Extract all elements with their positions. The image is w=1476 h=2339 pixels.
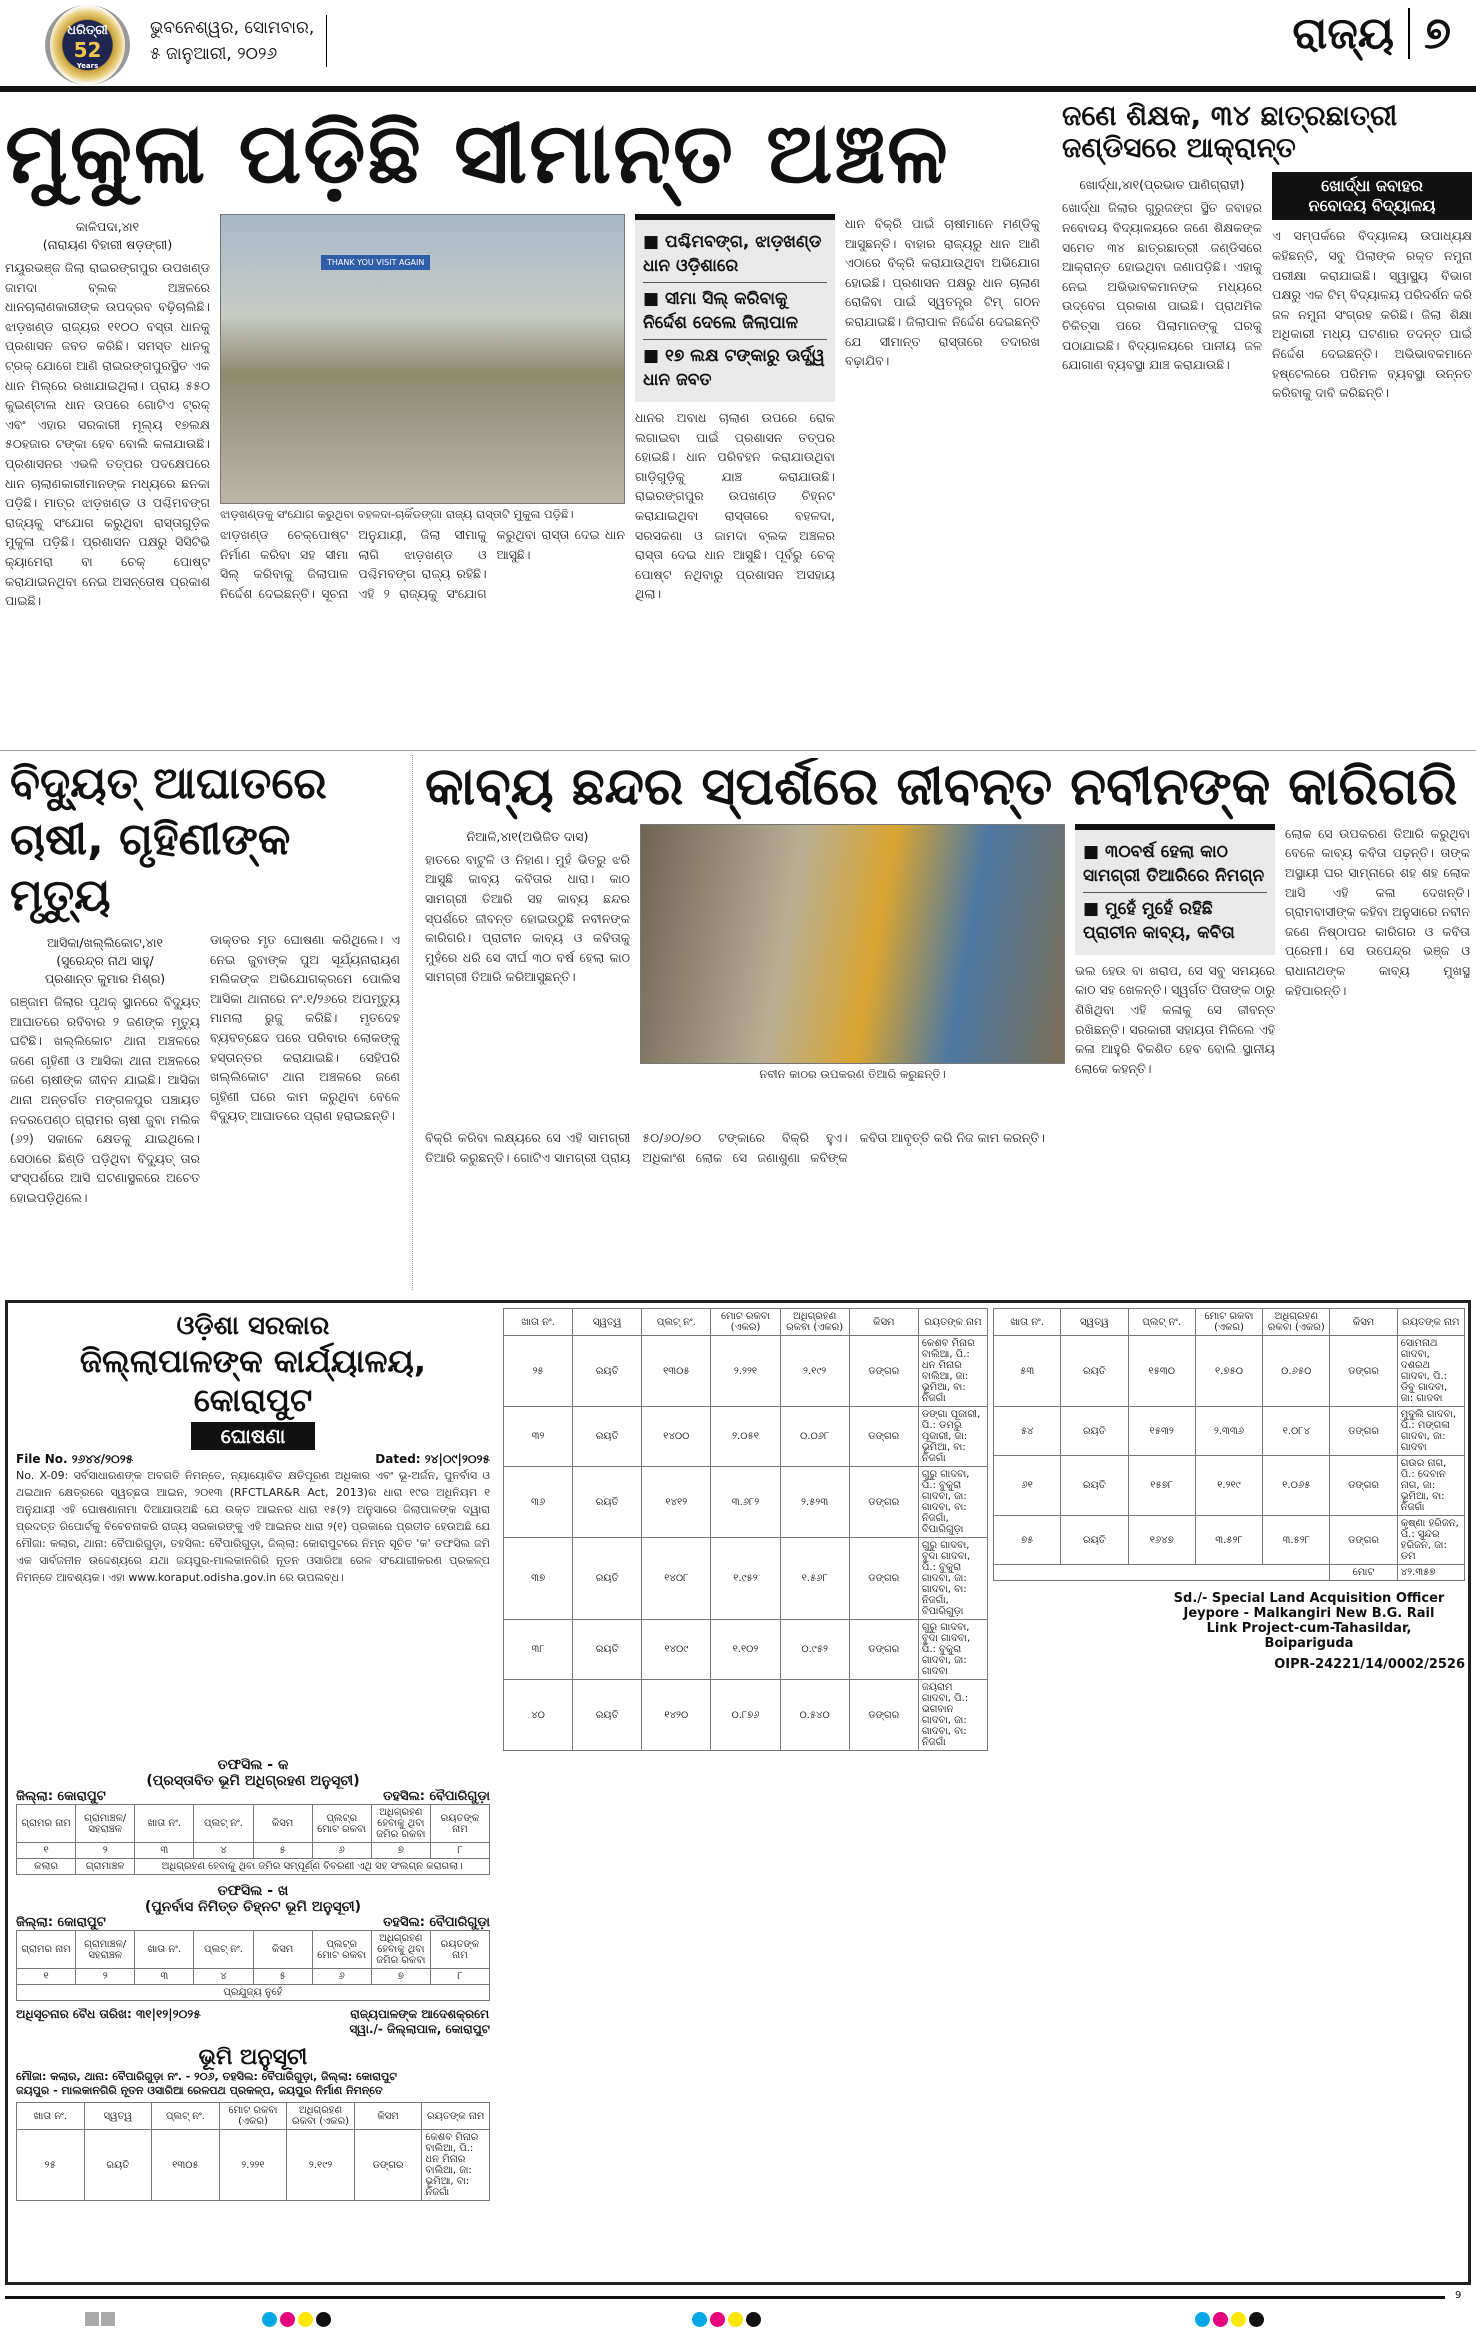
story3-headline: ବିଦ୍ୟୁତ୍ ଆଘାତରେ ଚାଷୀ, ଗୃହିଣୀଙ୍କ ମୃତ୍ୟୁ — [10, 758, 327, 921]
table-cell: ୦.୮୭୬ — [711, 1680, 780, 1751]
table-cell: ୨.୩୩୬ — [1195, 1407, 1262, 1456]
column-header: ରୟତଙ୍କ ନାମ — [1397, 1309, 1464, 1336]
table-cell: ଡଙ୍ଗର — [849, 1336, 918, 1407]
table-cell: ଡଙ୍ଗର — [1330, 1516, 1397, 1565]
story1-under-photo: ଝାଡ଼ଖଣ୍ଡ ଚେକ୍‌ପୋଷ୍ଟ ନିର୍ମାଣ କରିବା ସହ ସୀମା ସିଲ୍ କରିବାକୁ ଜିଲାପାଳ ନିର୍ଦ୍ଦେଶ ଦେଇଛନ୍ତି। ସୂଚନା ଅନୁଯାୟୀ, ଜିଲା ସୀମାକୁ ଲାଗି ଝାଡ଼ଖଣ୍ଡ ଓ ପଶ୍ଚିମବଙ୍ଗ ରାଜ୍ୟ ରହିଛି। ଏହି ୨ ରାଜ୍ୟକୁ ସଂଯୋଗ କରୁଥିବା ରାସ୍ତା ଦେଇ ଧାନ ଆସୁଛି। — [220, 527, 625, 601]
table-cell: ରୟତି — [573, 1336, 642, 1407]
column-header: ମୋଟ ରକବା (ଏକର) — [1195, 1309, 1262, 1336]
table-cell: ରୟତି — [573, 1407, 642, 1467]
column-header: ଗ୍ରାମାଞ୍ଚଳ/ ସହରାଞ୍ଚଳ — [76, 1805, 135, 1843]
column-header: ଅଧିଗ୍ରହଣ ହେବାକୁ ଥିବା ଜମିର ରକବା — [371, 1805, 430, 1843]
table-cell: ଗୁରୁ ଗାଦବା, ବୁଦା ଗାଦବା, ପି.: ବୁକୁରା ଗାଦବା, ଜା: ଗାଦବା, ବା: ନିଜଗାଁ, ବିପାରିଗୁଡ଼ା — [918, 1538, 987, 1620]
photo-caption: ନବୀନ କାଠର ଉପକରଣ ତିଆରି କରୁଛନ୍ତି। — [759, 1066, 946, 1081]
table-row — [994, 1456, 1465, 1516]
column-header: ଗ୍ରାମର ନାମ — [17, 1805, 76, 1843]
table-cell: ୧୪୨୦ — [642, 1680, 711, 1751]
column-number: ୧ — [17, 1843, 76, 1859]
column-header: ଅଧିଗ୍ରହଣ ରକବା (ଏକର) — [1263, 1309, 1330, 1336]
government-notice: ଓଡ଼ିଶା ସରକାର ଜିଲ୍ଲାପାଳଙ୍କ କାର୍ଯ୍ୟାଳୟ, କୋରାପୁଟ ଘୋଷଣା File No. ୨୬୪୪/୨୦୨୫ Dated: ୨୪|୦୯|୨୦୨୫ No. X-09: ସର୍ବସାଧାରଣଙ୍କ ଅବଗତି ନିମନ୍ତେ, ନ୍ୟାୟୋଚିତ କ୍ଷତିପୂରଣ ଅଧିକାର ଏବଂ ଭୂ-ଅର୍ଜନ, ପୁନର୍ବାସ ଓ ଥଇଥାନ କ୍ଷେତ୍ରରେ ସ୍ୱଚ୍ଛତା ଆଇନ, ୨୦୧୩ (RFCTLAR&R Act, 2013)ର ଧାରା ୧୯ର ଅଧିନିୟମ ୧ ଅନୁଯାୟୀ ଏହି ଘୋଷଣାନାମା ଦିଆଯାଉଅଛି ଯେ ଉକ୍ତ ଆଇନର ଧାରା ୧୫(୨) ଅନୁସାରେ ଜିଲାପାଳଙ୍କ ଦ୍ୱାରା ପ୍ରଦତ୍ତ ରିପୋର୍ଟକୁ ବିବେଚନାକରି ରାଜ୍ୟ ସରକାରଙ୍କୁ ଏହି ଆଇନର ଧାରା ୨(୧) ପ୍ରକାରେ ପ୍ରତୀତ ହେଉଅଛି ଯେ ମୌଜା: କଲାର, ଥାନା: ବୈପାରିଗୁଡ଼ା, ତହସିଲ: ବୈପାରିଗୁଡ଼ା, ଜିଲ୍ଲା: କୋରାପୁଟରେ ନିମ୍ନ ସୂଚିତ 'କ' ତଫସିଲ ଜମି ଏକ ସାର୍ବଜନୀନ ଉଦ୍ଦେଶ୍ୟରେ ଯଥା ଜୟପୁର-ମାଲକାନଗିରି ନୂତନ ଓସାରିଆ ରେଳ ସଂଯୋଗୀକରଣ ପ୍ରକଳ୍ପ ନିମନ୍ତେ ଆବଶ୍ୟକ। ଏହା www.koraput.odisha.gov.in ରେ ଉପଲବ୍ଧ। ତଫସିଲ - କ (ପ୍ରସ୍ତାବିତ ଭୂମି ଅଧିଗ୍ରହଣ ଅନୁସୂଚୀ) ଜିଲ୍ଲା: କୋରାପୁଟ ତହସିଲ: ବୈପାରିଗୁଡ଼ା ଗ୍ରାମର ନାମ ଗ୍ରାମାଞ୍ଚଳ/ ସହରାଞ୍ଚଳ ଖାତା ନଂ. ପ୍ଲଟ୍ ନଂ. କିସମ ପ୍ଲଟ୍‌ର ମୋଟ ରକବା ଅଧିଗ୍ରହଣ ହେବାକୁ ଥିବା ଜମିର ରକବା ରୟତଙ୍କ ନାମ ୧ ୨ ୩ ୪ ୫ ୬ ୭ ୮ କଲାର ଗ୍ରାମାଞ୍ଚଳ ଅଧିଗ୍ରହଣ ହେବାକୁ ଥିବା ଜମିର ସମ୍ପୂର୍ଣ୍ଣ ବିବରଣୀ ଏଥି ସହ ସଂଲଗ୍ନ କରାଗଲା। ତଫସିଲ - ଖ (ପୁନର୍ବାସ ନିମିତ୍ତ ଚିହ୍ନଟ ଭୂମି ଅନୁସୂଚୀ) ଜିଲ୍ଲା: କୋରାପୁଟ ତହସିଲ: ବୈପାରିଗୁଡ଼ା ଗ୍ରାମର ନାମ ଗ୍ରାମାଞ୍ଚଳ/ ସହରାଞ୍ଚଳ ଖାତା ନଂ. ପ୍ଲଟ୍ ନଂ. କିସମ ପ୍ଲଟ୍‌ର ମୋଟ ରକବା ଅଧିଗ୍ରହଣ ହେବାକୁ ଥିବା ଜମିର ରକବା ରୟତଙ୍କ ନାମ ୧ ୨ ୩ ୪ ୫ ୬ ୭ ୮ ପ୍ରଯୁଜ୍ୟ ନୁହେଁ ଅଧିସୂଚନାର ବୈଧ ତାରିଖ: ୩୧|୧୨|୨୦୨୫ ରାଜ୍ୟପାଳଙ୍କ ଆଦେଶକ୍ରମେ ସ୍ୱା./- ଜିଲ୍ଲାପାଳ, କୋରାପୁଟ ଭୂମି ଅନୁସୂଚୀ ମୌଜା: କଲାର, ଥାନା: ବୈପାରିଗୁଡ଼ା ନଂ. - ୨୦୬, ତହସିଲ: ବୈପାରିଗୁଡ଼ା, ଜିଲ୍ଲା: କୋରାପୁଟ ଜୟପୁର - ମାଲକାନଗିରି ନୂତନ ଓସାରିଆ ରେଳପଥ ପ୍ରକଳ୍ପ, ଜୟପୁର ନିର୍ମାଣ ନିମନ୍ତେ ଖାତା ନଂ. ସ୍ୱତ୍ୱ ପ୍ଲଟ୍ ନଂ. ମୋଟ ରକବା (ଏକର) ଅଧିଗ୍ରହଣ ରକବା (ଏକର) କିସମ ରୟତଙ୍କ ନାମ ୨୫ ରୟତି ୧୩୦୫ ୨.୨୨୧ ୨.୧୯୨ ଡଙ୍ଗର କେଶବ ମିନାର ବାଲିଆ, ପି.: ଧନ ମିନାର ବାଲିଆ, ଜା: ଭୂମିଆ, ବା: ନିଜଗାଁ ଖାତା ନଂ. ସ୍ୱତ୍ୱ ପ୍ଲଟ୍ ନଂ. ମୋଟ ରକବା (ଏକର) ଅଧିଗ୍ରହଣ ରକବା (ଏକର) କିସମ ରୟତଙ୍କ ନାମ ୨୫ ରୟତି ୧୩୦୫ ୨.୨୨୧ ୨.୧୯୨ ଡଙ୍ଗର କେଶବ ମିନାର ବାଲିଆ, ପି.: ଧନ ମିନାର ବାଲିଆ, ଜା: ଭୂମିଆ, ବା: ନିଜଗାଁ ୩୨ ରୟତି ୧୪୦୦ ୨.୦୫୧ ୦.୦୬୮ ଡଙ୍ଗର ଡଙ୍ଗା ପୂଜାରୀ, ପି.: ଡମରୁ ପୂଜାରୀ, ଜା: ଭୂମିଆ, ବା: ନିଜଗାଁ ୩୬ ରୟତି ୧୪୧୨ ୩.୬୮୨ ୨.୫୨୩ ଡଙ୍ଗର ଗୁରୁ ଗାଦବା, ପି.: ବୁକୁରା ଗାଦବା, ଜା: ଗାଦବା, ବା: ନିଜଗାଁ, ବିପାରିଗୁଡ଼ା ୩୭ ରୟତି ୧୪୦୮ ୧.୯୫୨ ୧.୫୬୮ ଡଙ୍ଗର ଗୁରୁ ଗାଦବା, ବୁଦା ଗାଦବା, ପି.: ବୁକୁରା ଗାଦବା, ଜା: ଗାଦବା, ବା: ନିଜଗାଁ, ବିପାରିଗୁଡ଼ା ୩୮ ରୟତି ୧୪୦୯ ୧.୧୦୨ ୦.୯୫୨ ଡଙ୍ଗର ଗୁରୁ ଗାଦବା, ବୁଦା ଗାଦବା, ପି.: ବୁକୁରା ଗାଦବା, ଜା: ଗାଦବା ୪୦ ରୟତି ୧୪୨୦ ୦.୮୭୬ ୦.୫୪୦ ଡଙ୍ଗର ଜୟରାମ ଗାଦବା, ପି.: ଭଗବାନ ଗାଦବା, ଜା: ଗାଦବା, ବା: ନିଜଗାଁ ଖାତା ନଂ. ସ୍ୱତ୍ୱ ପ୍ଲଟ୍ ନଂ. ମୋଟ ରକବା (ଏକର) ଅଧିଗ୍ରହଣ ରକବା (ଏକର) କିସମ ରୟତଙ୍କ ନାମ ୫୩ ରୟତି ୧୫୩୦ ୧.୭୫୦ ୦.୬୫୦ ଡଙ୍ଗର ସୋମନାଥ ଗାଦବା, ଦଶରଥ ଗାଦବା, ପି.: ଡିବୁ ଗାଦବା, ଜା: ଗାଦବା ୫୪ ରୟତି ୧୫୩୨ ୨.୩୩୬ ୧.୦୮୪ ଡଙ୍ଗର ମୁଦୁଲି ଗାଦବା, ପି.: ମଙ୍ଗଳା ଗାଦବା, ଜା: ଗାଦବା ୬୧ ରୟତି ୧୫୭୮ ୧.୨୧୯ ୧.୦୬୫ ଡଙ୍ଗର ଗଉର ନାଗ, ପି.: ଦେବାନ ନାଗ, ଜା: ଭୂମିଆ, ବା: ନିଜଗାଁ ୭୫ ରୟତି ୧୬୪୭ ୩.୫୨୮ ୩.୫୨୮ ଡଙ୍ଗର କୃଷ୍ଣା ହରିଜନ, ପି.: ସୁନ୍ଦର ହରିଜନ, ଜା: ଡମ ମୋଟ ୪୨.୩୫୭ Sd./- Special Land Acquisition Officer Jeypore - Malkangiri New B.G. Rail Link Project-cum-Tahasildar, Boipariguda OIPR-24221/14/0002/2526 — [5, 1300, 1471, 2285]
main-headline: ମୁକୁଳା ପଡ଼ିଛି ସୀମାନ୍ତ ଅଞ୍ଚଳ — [5, 104, 950, 202]
table-cell: ୨୫ — [504, 1336, 573, 1407]
table-cell: ୧୪୧୨ — [642, 1467, 711, 1538]
story1-dateline: କାଳିପଦା,୪ା୧ (ନାରାୟଣ ବିହାରୀ ଷଡ଼ଙ୍ଗୀ) — [42, 219, 173, 252]
table-cell: ରୟତି — [1061, 1336, 1128, 1407]
table-cell: ୭୫ — [994, 1516, 1061, 1565]
column-header: ପ୍ଲଟ୍ ନଂ. — [194, 1931, 253, 1969]
footer-rule — [5, 2296, 1445, 2299]
column-header: ପ୍ଲଟ୍ ନଂ. — [152, 2103, 220, 2130]
column-header: ଗ୍ରାମର ନାମ — [17, 1931, 76, 1969]
table-cell: ଜୟରାମ ଗାଦବା, ପି.: ଭଗବାନ ଗାଦବା, ଜା: ଗାଦବା, ବା: ନିଜଗାଁ — [918, 1680, 987, 1751]
story1-col4: ଧାନ ବିକ୍ରି ପାଇଁ ଚାଷୀମାନେ ମଣ୍ଡିକୁ ଆସୁଛନ୍ତି। ବାହାର ରାଜ୍ୟରୁ ଧାନ ଆଣି ଏଠାରେ ବିକ୍ରି କରାଯାଉଥିବା ଅଭିଯୋଗ ହୋଇଛି। ପ୍ରଶାସନ ପକ୍ଷରୁ ଧାନ ଚାଲାଣ ରୋକିବା ପାଇଁ ସ୍ୱତନ୍ତ୍ର ଟିମ୍ ଗଠନ କରାଯାଇଛି। ଜିଲାପାଳ ନିର୍ଦ୍ଦେଶ ଦେଇଛନ୍ତି ଯେ ସୀମାନ୍ତ ରାସ୍ତାରେ ତଦାରଖ ବଢ଼ାଯିବ। — [845, 216, 1040, 369]
column-header: ଖାତା ନଂ. — [504, 1309, 573, 1336]
table-cell: କୃଷ୍ଣା ହରିଜନ, ପି.: ସୁନ୍ଦର ହରିଜନ, ଜା: ଡମ — [1397, 1516, 1464, 1565]
table-cell: ୩୭ — [504, 1538, 573, 1620]
table-cell: ୧୪୦୯ — [642, 1620, 711, 1680]
land-table-left — [16, 2102, 490, 2201]
table-cell: କେଶବ ମିନାର ବାଲିଆ, ପି.: ଧନ ମିନାର ବାଲିଆ, ଜା: ଭୂମିଆ, ବା: ନିଜଗାଁ — [422, 2130, 490, 2201]
story2-dateline: ଖୋର୍ଦ୍ଧା,୪ା୧(ପ୍ରଭାତ ପାଣିଗ୍ରାହୀ) — [1079, 177, 1245, 193]
page-mark: 9 — [1455, 2290, 1462, 2301]
column-header: କିସମ — [253, 1931, 312, 1969]
column-header: ସ୍ୱତ୍ୱ — [573, 1309, 642, 1336]
story2-headline: ଜଣେ ଶିକ୍ଷକ, ୩୪ ଛାତ୍ରଛାତ୍ରୀ ଜଣ୍ଡିସରେ ଆକ୍ରାନ୍ତ — [1062, 100, 1398, 165]
cmyk-dots — [1195, 2312, 1267, 2327]
table-cell: ୩୮ — [504, 1620, 573, 1680]
story1 — [5, 98, 1050, 746]
table-cell: ୧.୨୧୯ — [1195, 1456, 1262, 1516]
column-number: ୮ — [430, 1843, 489, 1859]
cmyk-dots — [692, 2312, 764, 2327]
table-cell: ୧୫୩୦ — [1128, 1336, 1195, 1407]
story3-col1: ଗଞ୍ଜାମ ଜିଲାର ପୃଥକ୍ ସ୍ଥାନରେ ବିଦ୍ୟୁତ୍ ଆଘାତରେ ରବିବାର ୨ ଜଣଙ୍କ ମୃତ୍ୟୁ ଘଟିଛି। ଖଲ୍ଲିକୋଟ ଥାନା ଅଞ୍ଚଳରେ ଜଣେ ଗୃହିଣୀ ଓ ଆସିକା ଥାନା ଅଞ୍ଚଳରେ ଜଣେ ଚାଷୀଙ୍କ ଜୀବନ ଯାଇଛି। ଆସିକା ଥାନା ଅନ୍ତର୍ଗତ ମଙ୍ଗଳପୁର ପଞ୍ଚାୟତ ନଦରପେଣ୍ଠ ଗ୍ରାମର ଚାଷୀ ଜୁବା ମଲିକ (୬୨) ସକାଳେ କ୍ଷେତକୁ ଯାଇଥିଲେ। ସେଠାରେ ଛିଣ୍ଡି ପଡ଼ିଥିବା ବିଦ୍ୟୁତ୍ ତାର ସଂସ୍ପର୍ଶରେ ଆସି ଘଟଣାସ୍ଥଳରେ ଅଚେତ ହୋଇପଡ଼ିଥିଲେ। — [10, 994, 200, 1205]
table-cell: ୩୬ — [504, 1467, 573, 1538]
column-header: ଅଧିଗ୍ରହଣ ରକବା (ଏକର) — [287, 2103, 355, 2130]
table-cell: ୦.୦୬୮ — [780, 1407, 849, 1467]
table-cell: ଡଙ୍ଗର — [354, 2130, 422, 2201]
photo-caption: ଝାଡ଼ଖଣ୍ଡକୁ ସଂଯୋଗ କରୁଥିବା ବହଳଦା-ଚାକିଁଡଙ୍ଗା ରାଜ୍ୟ ରାସ୍ତାଟି ମୁକୁଳା ପଡ଼ିଛି। — [220, 507, 574, 521]
land-table-right: ଖାତା ନଂ. ସ୍ୱତ୍ୱ ପ୍ଲଟ୍ ନଂ. ମୋଟ ରକବା (ଏକର) ଅଧିଗ୍ରହଣ ରକବା (ଏକର) କିସମ ରୟତଙ୍କ ନାମ ୫୩ ରୟତି ୧୫୩୦ ୧.୭୫୦ ୦.୬୫୦ ଡଙ୍ଗର ସୋମନାଥ ଗାଦବା, ଦଶରଥ ଗାଦବା, ପି.: ଡିବୁ ଗାଦବା, ଜା: ଗାଦବା ୫୪ ରୟତି ୧୫୩୨ ୨.୩୩୬ ୧.୦୮୪ ଡଙ୍ଗର ମୁଦୁଲି ଗାଦବା, ପି.: ମଙ୍ଗଳା ଗାଦବା, ଜା: ଗାଦବା ୬୧ ରୟତି ୧୫୭୮ ୧.୨୧୯ ୧.୦୬୫ ଡଙ୍ଗର ଗଉର ନାଗ, ପି.: ଦେବାନ ନାଗ, ଜା: ଭୂମିଆ, ବା: ନିଜଗାଁ ୭୫ ରୟତି ୧୬୪୭ ୩.୫୨୮ ୩.୫୨୮ ଡଙ୍ଗର କୃଷ୍ଣା ହରିଜନ, ପି.: ସୁନ୍ଦର ହରିଜନ, ଜା: ଡମ ମୋଟ ୪୨.୩୫୭ — [993, 1308, 1465, 1581]
table-cell: ୩.୫୨୮ — [1263, 1516, 1330, 1565]
column-number: ୧ — [17, 1969, 76, 1985]
table-cell: ୨.୨୨୧ — [711, 1336, 780, 1407]
story4 — [425, 758, 1473, 1288]
table-cell: ଡଙ୍ଗର — [1330, 1407, 1397, 1456]
story3-dateline: ଆସିକା/ଖଲ୍ଲିକୋଟ,୪ା୧ (ସୁରେନ୍ଦ୍ର ନାଥ ସାହୁ/ ପ୍ରଶାନ୍ତ କୁମାର ମିଶ୍ର) — [44, 935, 166, 986]
story4-headline: କାବ୍ୟ ଛନ୍ଦର ସ୍ପର୍ଶରେ ଜୀବନ୍ତ ନବୀନଙ୍କ କାରିଗରି — [425, 758, 1458, 817]
cmyk-dots — [262, 2312, 334, 2327]
table-cell: ଡଙ୍ଗର — [1330, 1336, 1397, 1407]
column-number: ୫ — [253, 1843, 312, 1859]
border-road-photo — [220, 214, 625, 504]
oipr-number: OIPR-24221/14/0002/2526 — [1274, 1657, 1465, 1672]
registration-marks — [85, 2312, 117, 2326]
table-cell: ମୁଦୁଲି ଗାଦବା, ପି.: ମଙ୍ଗଳା ଗାଦବା, ଜା: ଗାଦବା — [1397, 1407, 1464, 1456]
column-number: ୪ — [194, 1969, 253, 1985]
table-cell: ୩.୫୨୮ — [1195, 1516, 1262, 1565]
column-header: ପ୍ଲଟ୍ ନଂ. — [642, 1309, 711, 1336]
column-header: କିସମ — [253, 1805, 312, 1843]
column-header: ମୋଟ ରକବା (ଏକର) — [711, 1309, 780, 1336]
dateline: ଭୁବନେଶ୍ୱର, ସୋମବାର, ୫ ଜାନୁଆରୀ, ୨୦୨୬ — [150, 15, 327, 67]
total-area: ୪୨.୩୫୭ — [1397, 1565, 1464, 1581]
schedule-a-table: ଗ୍ରାମର ନାମ ଗ୍ରାମାଞ୍ଚଳ/ ସହରାଞ୍ଚଳ ଖାତା ନଂ. ପ୍ଲଟ୍ ନଂ. କିସମ ପ୍ଲଟ୍‌ର ମୋଟ ରକବା ଅଧିଗ୍ରହଣ ହେବାକୁ ଥିବା ଜମିର ରକବା ରୟତଙ୍କ ନାମ ୧ ୨ ୩ ୪ ୫ ୬ ୭ ୮ କଲାର ଗ୍ରାମାଞ୍ଚଳ ଅଧିଗ୍ରହଣ ହେବାକୁ ଥିବା ଜମିର ସମ୍ପୂର୍ଣ୍ଣ ବିବରଣୀ ଏଥି ସହ ସଂଲଗ୍ନ କରାଗଲା। — [16, 1804, 490, 1875]
column-header: ପ୍ଲଟ୍‌ର ମୋଟ ରକବା — [312, 1931, 371, 1969]
table-cell: ଡଙ୍ଗର — [1330, 1456, 1397, 1516]
column-number: ୮ — [430, 1969, 489, 1985]
column-header: ରୟତଙ୍କ ନାମ — [918, 1309, 987, 1336]
table-cell: ୩.୬୮୨ — [711, 1467, 780, 1538]
table-cell: ରୟତି — [573, 1538, 642, 1620]
column-number: ୭ — [371, 1969, 430, 1985]
table-cell: ଗୁରୁ ଗାଦବା, ବୁଦା ଗାଦବା, ପି.: ବୁକୁରା ଗାଦବା, ଜା: ଗାଦବା — [918, 1620, 987, 1680]
story1-highlights: ■ ପଶ୍ଚିମବଙ୍ଗ, ଝାଡ଼ଖଣ୍ଡ ଧାନ ଓଡ଼ିଶାରେ ■ ସୀମା ସିଲ୍ କରିବାକୁ ନିର୍ଦ୍ଦେଶ ଦେଲେ ଜିଲାପାଳ ■ ୧୭ ଲକ୍ଷ ଟଙ୍କାରୁ ଊର୍ଦ୍ଧ୍ୱ ଧାନ ଜବତ — [635, 214, 835, 402]
table-cell: ୧୬୪୭ — [1128, 1516, 1195, 1565]
column-header: ରୟତଙ୍କ ନାମ — [430, 1805, 489, 1843]
table-cell: ୬୧ — [994, 1456, 1061, 1516]
table-cell: ୧୫୭୮ — [1128, 1456, 1195, 1516]
table-row — [504, 1538, 988, 1620]
table-cell: ୧.୦୬୫ — [1263, 1456, 1330, 1516]
table-cell: ସୋମନାଥ ଗାଦବା, ଦଶରଥ ଗାଦବା, ପି.: ଡିବୁ ଗାଦବା, ଜା: ଗାଦବା — [1397, 1336, 1464, 1407]
officer-signature: Sd./- Special Land Acquisition Officer Jeypore - Malkangiri New B.G. Rail Link Project-cum-Tahasildar, Boipariguda — [1173, 1591, 1445, 1651]
table-cell: ଡଙ୍ଗର — [849, 1538, 918, 1620]
table-cell: ୨.୨୨୧ — [219, 2130, 287, 2201]
table-cell: ୧.୦୮୪ — [1263, 1407, 1330, 1456]
column-header: ସ୍ୱତ୍ୱ — [1061, 1309, 1128, 1336]
table-cell: ଡଙ୍ଗର — [849, 1680, 918, 1751]
column-number: ୨ — [76, 1843, 135, 1859]
story2-col1: ଖୋର୍ଦ୍ଧା ଜିଲାର ଗୁରୁଜଙ୍ଗ ସ୍ଥିତ ଜବାହର ନବୋଦୟ ବିଦ୍ୟାଳୟରେ ଜଣେ ଶିକ୍ଷକଙ୍କ ସମେତ ୩୪ ଛାତ୍ରଛାତ୍ରୀ ଜଣ୍ଡିସରେ ଆକ୍ରାନ୍ତ ହୋଇଥିବା ଜଣାପଡ଼ିଛି। ଏହାକୁ ନେଇ ଅଭିଭାବକମାନଙ୍କ ମଧ୍ୟରେ ଉଦ୍‌ବେଗ ପ୍ରକାଶ ପାଇଛି। ପ୍ରାଥମିକ ଚିକିତ୍ସା ପରେ ପିଲାମାନଙ୍କୁ ଘରକୁ ପଠାଯାଇଛି। ବିଦ୍ୟାଳୟରେ ପାନୀୟ ଜଳ ଯୋଗାଣ ବ୍ୟବସ୍ଥା ଯାଞ୍ଚ କରାଯାଉଛି। — [1062, 200, 1262, 373]
column-header: ଖାତା ନଂ. — [135, 1931, 194, 1969]
story3 — [10, 756, 405, 1288]
column-header: ଖାତା ନଂ. — [135, 1805, 194, 1843]
table-cell: ୦.୯୫୨ — [780, 1620, 849, 1680]
schedule-b-table: ଗ୍ରାମର ନାମ ଗ୍ରାମାଞ୍ଚଳ/ ସହରାଞ୍ଚଳ ଖାତା ନଂ. ପ୍ଲଟ୍ ନଂ. କିସମ ପ୍ଲଟ୍‌ର ମୋଟ ରକବା ଅଧିଗ୍ରହଣ ହେବାକୁ ଥିବା ଜମିର ରକବା ରୟତଙ୍କ ନାମ ୧ ୨ ୩ ୪ ୫ ୬ ୭ ୮ ପ୍ରଯୁଜ୍ୟ ନୁହେଁ — [16, 1930, 490, 2001]
section-title: ରାଜ୍ୟ ୭ — [1292, 8, 1451, 59]
table-cell: ଗଉର ନାଗ, ପି.: ଦେବାନ ନାଗ, ଜା: ଭୂମିଆ, ବା: ନିଜଗାଁ — [1397, 1456, 1464, 1516]
story1-col1: ମୟୂରଭଞ୍ଜ ଜିଲା ରାଇରଙ୍ଗପୁର ଉପଖଣ୍ଡ ଜାମଦା ବ୍ଲକ ଅଞ୍ଚଳରେ ଧାନଚାଲାଣକାରୀଙ୍କ ଉପଦ୍ରବ ବଢ଼ିଚାଲିଛି। ଝାଡ଼ଖଣ୍ଡ ରାଜ୍ୟର ୧୧୦୦ ବସ୍ତା ଧାନକୁ ପ୍ରଶାସନ ଜବତ କରିଛି। ସମସ୍ତ ଧାନକୁ ଟ୍ରକ୍ ଯୋଗେ ଆଣି ରାଇରଙ୍ଗପୁରସ୍ଥିତ ଏକ ଧାନ ମିଲ୍‌ରେ ରଖାଯାଇଥିଲା। ପ୍ରାୟ ୫୫୦ କୁଇଣ୍ଟାଲ ଧାନ ଉପରେ ଗୋଟିଏ ଟ୍ରକ୍ ଏବଂ ଏହାର ସରକାରୀ ମୂଲ୍ୟ ୧୭ଲକ୍ଷ ୫୦ହଜାର ଟଙ୍କା ହେବ ବୋଲି କଳାଯାଉଛି। ପ୍ରଶାସନର ଏଭଳି ତତ୍ପର ପଦକ୍ଷେପରେ ଧାନ ଚାଲାଣକାରୀମାନଙ୍କ ମଧ୍ୟରେ ଛନକା ପଡ଼ିଛି। ମାତ୍ର ଝାଡ଼ଖଣ୍ଡ ଓ ପଶ୍ଚିମବଙ୍ଗ ରାଜ୍ୟକୁ ସଂଯୋଗ କରୁଥିବା ରାସ୍ତାଗୁଡ଼ିକ ମୁକୁଳା ପଡ଼ିଛି। ପ୍ରଶାସନ ପକ୍ଷରୁ ସିସିଟିଭି କ୍ୟାମେରା ବା ଚେକ୍ ପୋଷ୍ଟ କରାଯାଇନଥିବା ନେଇ ଅସନ୍ତୋଷ ପ୍ରକାଶ ପାଇଛି। — [5, 260, 210, 609]
column-header: କିସମ — [1330, 1309, 1397, 1336]
notice-body: No. X-09: ସର୍ବସାଧାରଣଙ୍କ ଅବଗତି ନିମନ୍ତେ, ନ୍ୟାୟୋଚିତ କ୍ଷତିପୂରଣ ଅଧିକାର ଏବଂ ଭୂ-ଅର୍ଜନ, ପୁନର୍ବାସ ଓ ଥଇଥାନ କ୍ଷେତ୍ରରେ ସ୍ୱଚ୍ଛତା ଆଇନ, ୨୦୧୩ (RFCTLAR&R Act, 2013)ର ଧାରା ୧୯ର ଅଧିନିୟମ ୧ ଅନୁଯାୟୀ ଏହି ଘୋଷଣାନାମା ଦିଆଯାଉଅଛି ଯେ ଉକ୍ତ ଆଇନର ଧାରା ୧୫(୨) ଅନୁସାରେ ଜିଲାପାଳଙ୍କ ଦ୍ୱାରା ପ୍ରଦତ୍ତ ରିପୋର୍ଟକୁ ବିବେଚନାକରି ରାଜ୍ୟ ସରକାରଙ୍କୁ ଏହି ଆଇନର ଧାରା ୨(୧) ପ୍ରକାରେ ପ୍ରତୀତ ହେଉଅଛି ଯେ ମୌଜା: କଲାର, ଥାନା: ବୈପାରିଗୁଡ଼ା, ତହସିଲ: ବୈପାରିଗୁଡ଼ା, ଜିଲ୍ଲା: କୋରାପୁଟରେ ନିମ୍ନ ସୂଚିତ 'କ' ତଫସିଲ ଜମି ଏକ ସାର୍ବଜନୀନ ଉଦ୍ଦେଶ୍ୟରେ ଯଥା ଜୟପୁର-ମାଲକାନଗିରି ନୂତନ ଓସାରିଆ ରେଳ ସଂଯୋଗୀକରଣ ପ୍ରକଳ୍ପ ନିମନ୍ତେ ଆବଶ୍ୟକ। ଏହା www.koraput.odisha.gov.in ରେ ଉପଲବ୍ଧ। — [16, 1469, 490, 1584]
page-number: ୭ — [1408, 8, 1451, 59]
table-cell: ଗୁରୁ ଗାଦବା, ପି.: ବୁକୁରା ଗାଦବା, ଜା: ଗାଦବା, ବା: ନିଜଗାଁ, ବିପାରିଗୁଡ଼ା — [918, 1467, 987, 1538]
table-cell: ୧୪୦୮ — [642, 1538, 711, 1620]
column-header: ଖାତା ନଂ. — [994, 1309, 1061, 1336]
column-divider — [412, 755, 413, 1290]
table-cell: ରୟତି — [1061, 1516, 1128, 1565]
table-row — [994, 1336, 1465, 1407]
table-cell: ୧୫୩୨ — [1128, 1407, 1195, 1456]
table-cell: ୨.୫୨୩ — [780, 1467, 849, 1538]
column-header: ପ୍ଲଟ୍ ନଂ. — [1128, 1309, 1195, 1336]
table-cell: ୫୪ — [994, 1407, 1061, 1456]
table-cell: ଡଙ୍ଗର — [849, 1407, 918, 1467]
story4-dateline: ନିଆଳି,୪ା୧(ଅଭିଜିତ ଦାସ) — [466, 828, 589, 844]
table-cell: ରୟତି — [573, 1467, 642, 1538]
story2-col2: ଏ ସମ୍ପର୍କରେ ବିଦ୍ୟାଳୟ ଉପାଧ୍ୟକ୍ଷ କହିଛନ୍ତି, ସବୁ ପିଲାଙ୍କ ରକ୍ତ ନମୁନା ପରୀକ୍ଷା କରାଯାଇଛି। ସ୍ୱାସ୍ଥ୍ୟ ବିଭାଗ ପକ୍ଷରୁ ଏକ ଟିମ୍ ବିଦ୍ୟାଳୟ ପରିଦର୍ଶନ କରି ଜଳ ନମୁନା ସଂଗ୍ରହ କରିଛି। ଜିଲା ଶିକ୍ଷା ଅଧିକାରୀ ମଧ୍ୟ ଘଟଣାର ତଦନ୍ତ ପାଇଁ ନିର୍ଦ୍ଦେଶ ଦେଇଛନ୍ତି। ଅଭିଭାବକମାନେ ହଷ୍ଟେଲରେ ପରିମଳ ବ୍ୟବସ୍ଥା ଉନ୍ନତ କରିବାକୁ ଦାବି କରିଛନ୍ତି। — [1272, 228, 1472, 401]
table-row — [504, 1407, 988, 1467]
story3-col2: ଡାକ୍ତର ମୃତ ଘୋଷଣା କରିଥିଲେ। ଏ ନେଇ ଜୁବାଙ୍କ ପୁଅ ସୂର୍ଯ୍ୟନାରାୟଣ ମଲିକଙ୍କ ଅଭିଯୋଗକ୍ରମେ ପୋଲିସ ଆସିକା ଥାନାରେ ନଂ.୧/୨୬ରେ ଅପମୃତ୍ୟୁ ମାମଲା ରୁଜୁ କରିଛି। ମୃତଦେହ ବ୍ୟବଚ୍ଛେଦ ପରେ ପରିବାର ଲୋକଙ୍କୁ ହସ୍ତାନ୍ତର କରାଯାଇଛି। ସେହିପରି ଖଲ୍ଲିକୋଟ ଥାନା ଅଞ୍ଚଳରେ ଜଣେ ଗୃହିଣୀ ଘରେ କାମ କରୁଥିବା ବେଳେ ବିଦ୍ୟୁତ୍ ଆଘାତରେ ପ୍ରାଣ ହରାଇଛନ୍ତି। — [210, 932, 400, 1124]
column-header: ଅଧିଗ୍ରହଣ ରକବା (ଏକର) — [780, 1309, 849, 1336]
column-header: ଅଧିଗ୍ରହଣ ହେବାକୁ ଥିବା ଜମିର ରକବା — [371, 1931, 430, 1969]
table-cell: ୨.୧୯୨ — [287, 2130, 355, 2201]
table-cell: ୩୨ — [504, 1407, 573, 1467]
table-cell: ୧.୫୬୮ — [780, 1538, 849, 1620]
table-cell: ୧.୯୫୨ — [711, 1538, 780, 1620]
road-sign: THANK YOU VISIT AGAIN — [321, 255, 430, 270]
table-row — [504, 1680, 988, 1751]
land-table-middle — [503, 1308, 988, 1751]
column-number: ୨ — [76, 1969, 135, 1985]
table-cell: ୧.୭୫୦ — [1195, 1336, 1262, 1407]
table-cell: ୪୦ — [504, 1680, 573, 1751]
column-header: ରୟତଙ୍କ ନାମ — [430, 1931, 489, 1969]
table-cell: ୧.୧୦୨ — [711, 1620, 780, 1680]
story4-col3: ବିକ୍ରି କରିବା ଲକ୍ଷ୍ୟରେ ସେ ଏହି ସାମଗ୍ରୀ ତିଆରି କରୁଛନ୍ତି। ଗୋଟିଏ ସାମଗ୍ରୀ ପ୍ରାୟ ୫୦/୬୦/୭୦ ଟଙ୍କାରେ ବିକ୍ରି ହୁଏ। ଅଧିକାଂଶ ଲୋକ ସେ ଜଣାଶୁଣା କବିଙ୍କ କବିତା ଆବୃତ୍ତି କରି ନିଜ କାମ କରନ୍ତି। — [425, 1130, 1045, 1165]
table-cell: କେଶବ ମିନାର ବାଲିଆ, ପି.: ଧନ ମିନାର ବାଲିଆ, ଜା: ଭୂମିଆ, ବା: ନିଜଗାଁ — [918, 1336, 987, 1407]
table-cell: ଡଙ୍ଗା ପୂଜାରୀ, ପି.: ଡମରୁ ପୂଜାରୀ, ଜା: ଭୂମିଆ, ବା: ନିଜଗାଁ — [918, 1407, 987, 1467]
story1-col3: ଧାନର ଅବାଧ ଚାଲାଣ ଉପରେ ରୋକ ଲଗାଇବା ପାଇଁ ପ୍ରଶାସନ ତତ୍ପର ହୋଇଛି। ଧାନ ପରିବହନ କରାଯାଉଥିବା ଗାଡ଼ିଗୁଡ଼ିକୁ ଯାଞ୍ଚ କରାଯାଉଛି। ରାଇରଙ୍ଗପୁର ଉପଖଣ୍ଡ ଚିହ୍ନଟ କରାଯାଇଥିବା ରାସ୍ତାରେ ବହଳଦା, ସରସକଣା ଓ ଜାମଦା ବ୍ଲକ ଅଞ୍ଚଳର ରାସ୍ତା ଦେଇ ଧାନ ଆସୁଛି। ପୂର୍ବରୁ ଚେକ୍ ପୋଷ୍ଟ ନଥିବାରୁ ପ୍ରଶାସନ ଅସହାୟ ଥିଲା। — [635, 410, 835, 602]
table-row — [994, 1516, 1465, 1565]
newspaper-logo: ଧରିତ୍ରୀ 52 Years — [45, 5, 130, 85]
table-cell: ରୟତି — [573, 1620, 642, 1680]
story4-highlights: ■ ୩୦ବର୍ଷ ହେଲା କାଠ ସାମଗ୍ରୀ ତିଆରିରେ ନିମଗ୍ନ ■ ମୁହେଁ ମୁହେଁ ରହିଛି ପ୍ରାଚୀନ କାବ୍ୟ, କବିତା — [1075, 824, 1275, 955]
story4-col4: ଭଲ ହେଉ ବା ଖରାପ, ସେ ସବୁ ସମୟରେ କାଠ ସହ ଖେଳନ୍ତି। ସ୍ୱର୍ଗତ ପିତାଙ୍କ ଠାରୁ ଶିଖିଥିବା ଏହି କଳାକୁ ସେ ଜୀବନ୍ତ ରଖିଛନ୍ତି। ସରକାରୀ ସହାୟତା ମିଳିଲେ ଏହି କଳା ଆହୁରି ବିକଶିତ ହେବ ବୋଲି ସ୍ଥାନୀୟ ଲୋକେ କହନ୍ତି। — [1075, 962, 1275, 1076]
column-number: ୪ — [194, 1843, 253, 1859]
table-row — [994, 1407, 1465, 1456]
column-number: ୭ — [371, 1843, 430, 1859]
column-header: ପ୍ଲଟ୍ ନଂ. — [194, 1805, 253, 1843]
column-header: ଗ୍ରାମାଞ୍ଚଳ/ ସହରାଞ୍ଚଳ — [76, 1931, 135, 1969]
story2-boxtitle: ଖୋର୍ଦ୍ଧା ଜବାହର ନବୋଦୟ ବିଦ୍ୟାଳୟ — [1272, 172, 1472, 220]
table-cell: ଡଙ୍ଗର — [849, 1620, 918, 1680]
table-cell: ରୟତି — [573, 1680, 642, 1751]
column-header: କିସମ — [354, 2103, 422, 2130]
column-number: ୩ — [135, 1969, 194, 1985]
column-number: ୩ — [135, 1843, 194, 1859]
table-cell: ଡଙ୍ଗର — [849, 1467, 918, 1538]
table-row — [504, 1620, 988, 1680]
column-number: ୬ — [312, 1969, 371, 1985]
column-header: ସ୍ୱତ୍ୱ — [84, 2103, 152, 2130]
column-header: ଖାତା ନଂ. — [17, 2103, 85, 2130]
column-header: ମୋଟ ରକବା (ଏକର) — [219, 2103, 287, 2130]
column-header: ରୟତଙ୍କ ନାମ — [422, 2103, 490, 2130]
table-cell: ରୟତି — [1061, 1407, 1128, 1456]
table-cell: ୧୩୦୫ — [152, 2130, 220, 2201]
table-row — [504, 1467, 988, 1538]
table-cell: ୨.୦୫୧ — [711, 1407, 780, 1467]
table-row — [17, 2130, 490, 2201]
table-row — [504, 1336, 988, 1407]
table-cell: ରୟତି — [84, 2130, 152, 2201]
story2 — [1062, 100, 1472, 746]
column-header: ପ୍ଲଟ୍‌ର ମୋଟ ରକବା — [312, 1805, 371, 1843]
column-header: କିସମ — [849, 1309, 918, 1336]
story4-col1: ହାତରେ ବାଟୁଳି ଓ ନିହାଣ। ମୁହଁ ଭିତରୁ ଝରି ଆସୁଛି କାବ୍ୟ କବିତାର ଧାରା। କାଠ ସାମଗ୍ରୀ ତିଆରି ସହ କାବ୍ୟ ଛନ୍ଦର ସ୍ପର୍ଶରେ ଜୀବନ୍ତ ହୋଇଉଠୁଛି ନବୀନଙ୍କ କାରିଗରି। ପ୍ରାଚୀନ କାବ୍ୟ ଓ କବିତାକୁ ମୁହଁରେ ଧରି ସେ ଦୀର୍ଘ ୩୦ ବର୍ଷ ହେଲା କାଠ ସାମଗ୍ରୀ ତିଆରି କରିଆସୁଛନ୍ତି। — [425, 851, 630, 985]
notice-title: ଘୋଷଣା — [191, 1422, 316, 1450]
artisan-photo — [640, 824, 1065, 1064]
table-cell: ୧୪୦୦ — [642, 1407, 711, 1467]
column-number: ୫ — [253, 1969, 312, 1985]
table-cell: ୫୩ — [994, 1336, 1061, 1407]
masthead-rule — [0, 86, 1476, 92]
table-cell: ୦.୬୫୦ — [1263, 1336, 1330, 1407]
table-cell: ୨୫ — [17, 2130, 85, 2201]
table-cell: ୦.୫୪୦ — [780, 1680, 849, 1751]
table-cell: ୧୩୦୫ — [642, 1336, 711, 1407]
divider — [0, 750, 1476, 751]
column-number: ୬ — [312, 1843, 371, 1859]
table-cell: ରୟତି — [1061, 1456, 1128, 1516]
table-cell: ୨.୧୯୨ — [780, 1336, 849, 1407]
story4-col5: ଲୋକ ସେ ଉପକରଣ ତିଆରି କରୁଥିବା ବେଳେ କାବ୍ୟ କବିତା ପଢ଼ନ୍ତି। ତାଙ୍କ ଅସ୍ଥାୟୀ ଘର ସାମ୍ନାରେ ଶହ ଶହ ଲୋକ ଆସି ଏହି କଳା ଦେଖନ୍ତି। ଗ୍ରାମବାସୀଙ୍କ କହିବା ଅନୁସାରେ ନବୀନ ଜଣେ ନିଷ୍ଠାପର କାରିଗର ଓ କବିତା ପ୍ରେମୀ। ସେ ଉପେନ୍ଦ୍ର ଭଞ୍ଜ ଓ ରାଧାନାଥଙ୍କ କାବ୍ୟ ମୁଖସ୍ଥ କହିପାରନ୍ତି। — [1285, 825, 1470, 998]
